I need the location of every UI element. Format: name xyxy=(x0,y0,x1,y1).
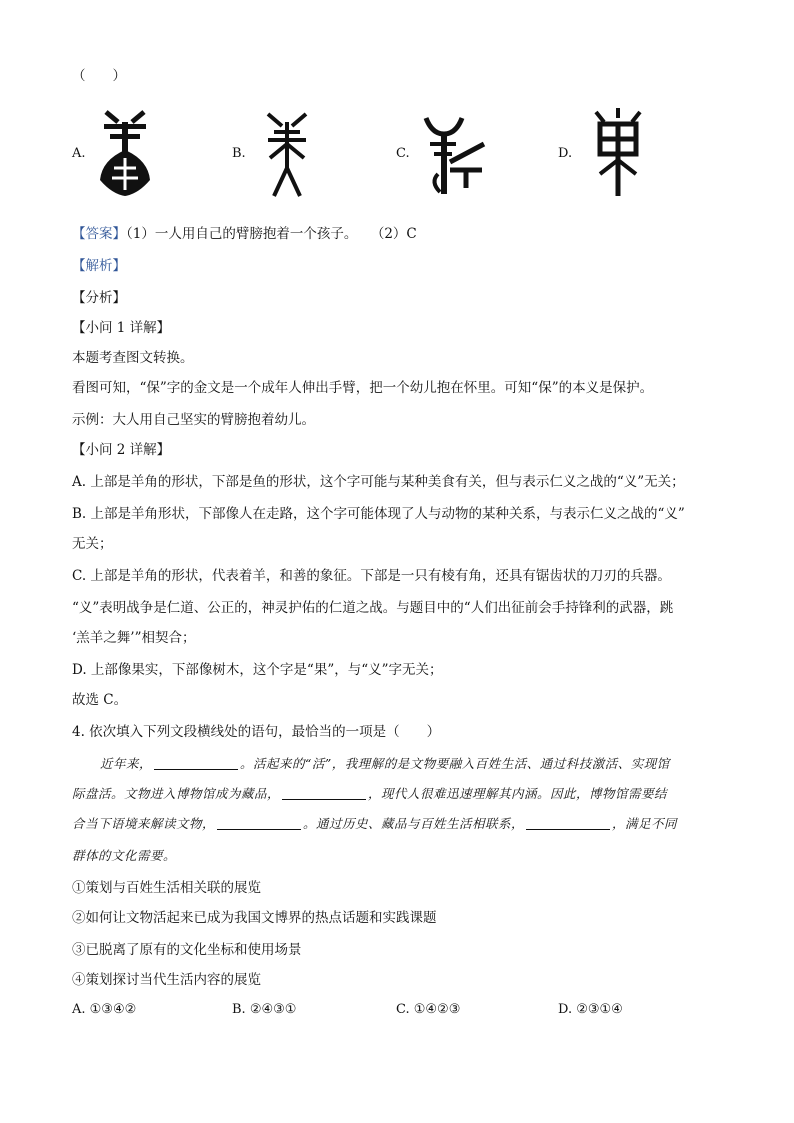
ancient-glyph-c-icon xyxy=(422,112,488,198)
passage-line xyxy=(72,784,667,804)
sub2-line: B. 上部是羊角形状，下部像人在走路，这个字可能体现了人与动物的某种关系，与表示仁义之战的“义” xyxy=(72,506,685,522)
sub2-line: 故选 C。 xyxy=(72,692,128,708)
statement-item: ③已脱离了原有的文化坐标和使用场景 xyxy=(72,942,302,958)
ancient-glyph-d-icon xyxy=(590,108,646,200)
sub1-line: 示例：大人用自己坚实的臂膀抱着幼儿。 xyxy=(72,412,315,428)
answer-tag: 【答案】 xyxy=(72,226,126,242)
sub2-line: ‘羔羊之舞’”相契合； xyxy=(72,630,196,646)
fill-blank xyxy=(526,815,610,830)
passage-text: 合当下语境来解读文物， xyxy=(72,816,216,831)
passage-text: 。活起来的“活”，我理解的是文物要融入百姓生活、通过科技激活、实现馆 xyxy=(240,756,670,771)
option-a-label: A. xyxy=(72,146,86,161)
sub1-title: 【小问 1 详解】 xyxy=(72,320,171,336)
fill-blank xyxy=(282,785,366,800)
sub1-line: 本题考查图文转换。 xyxy=(72,350,194,366)
sub1-line: 看图可知，“保”字的金文是一个成年人伸出手臂，把一个幼儿抱在怀里。可知“保”的本义是保护。 xyxy=(72,380,654,396)
sub2-title: 【小问 2 详解】 xyxy=(72,442,171,458)
passage-text: 际盘活。文物进入博物馆成为藏品， xyxy=(72,786,281,801)
fenxi-tag: 【分析】 xyxy=(72,290,126,306)
question-4-stem: 4. 依次填入下列文段横线处的语句，最恰当的一项是（ ） xyxy=(72,724,441,740)
choice-d: D. ②③①④ xyxy=(558,1002,623,1017)
sub2-line: A. 上部是羊角的形状，下部是鱼的形状，这个字可能与某种美食有关，但与表示仁义之战的“义”无关； xyxy=(72,474,685,490)
fill-blank xyxy=(154,755,238,770)
answer-text: （1）一人用自己的臂膀抱着一个孩子。 （2）C xyxy=(126,226,417,242)
fill-blank xyxy=(217,815,301,830)
passage-text: 群体的文化需要。 xyxy=(72,848,177,863)
option-b-label: B. xyxy=(232,146,246,161)
passage-text: ，满足不同 xyxy=(612,816,678,831)
passage-line xyxy=(72,846,176,866)
option-c-label: C. xyxy=(396,146,410,161)
question-paren: （ ） xyxy=(72,68,126,84)
passage-text: ，现代人很难迅速理解其内涵。因此，博物馆需要结 xyxy=(368,786,668,801)
ancient-glyph-b-icon xyxy=(262,110,312,202)
statement-item: ④策划探讨当代生活内容的展览 xyxy=(72,972,261,988)
passage-line xyxy=(72,814,677,834)
answer-line xyxy=(72,224,417,244)
statement-item: ②如何让文物活起来已成为我国文博界的热点话题和实践课题 xyxy=(72,910,437,926)
analysis-tag: 【解析】 xyxy=(72,258,126,274)
choice-c: C. ①④②③ xyxy=(396,1002,461,1017)
sub2-line: 无关； xyxy=(72,536,113,552)
choice-b: B. ②④③① xyxy=(232,1002,297,1017)
option-d-label: D. xyxy=(558,146,573,161)
passage-text: 。通过历史、藏品与百姓生活相联系， xyxy=(303,816,525,831)
passage-line xyxy=(100,754,670,774)
sub2-line: C. 上部是羊角的形状，代表着羊，和善的象征。下部是一只有棱有角，还具有锯齿状的刀刃的兵器。 xyxy=(72,568,671,584)
passage-text: 近年来， xyxy=(100,756,153,771)
sub2-line: “义”表明战争是仁道、公正的，神灵护佑的仁道之战。与题目中的“人们出征前会手持锋利的武器，跳 xyxy=(72,600,674,616)
choice-a: A. ①③④② xyxy=(72,1002,137,1017)
ancient-glyph-a-icon xyxy=(92,106,158,198)
statement-item: ①策划与百姓生活相关联的展览 xyxy=(72,880,261,896)
sub2-line: D. 上部像果实，下部像树木，这个字是“果”，与“义”字无关； xyxy=(72,662,443,678)
